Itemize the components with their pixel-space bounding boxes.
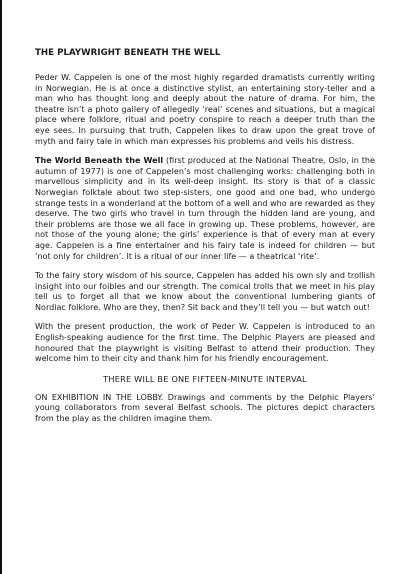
paragraph-production: With the present production, the work of Peder W. Cappelen is introduced to an English-speaking audience for the first time. The Delphic Players are pleased and honoured that the playwright is visiting Belfast to attend their production. They welcome him to their city and thank him for his friendly encouragement. — [35, 322, 375, 364]
play-title: The World Beneath the Well — [35, 156, 164, 166]
paragraph-intro: Peder W. Cappelen is one of the most highly regarded dramatists currently writing in Norwegian. He is at once a distinctive stylist, an entertaining story-teller and a man who has thought long and deeply about the nature of drama. For him, the theatre isn’t a photo gallery of allegedly ‘real’ scenes and situations, but a magical place where folklore, ritual and poetry conspire to reach a deeper truth than the eye sees. In pursuing that truth, Cappelen likes to draw upon the great trove of myth and fairy tale in which man expresses his problems and veils his distress. — [35, 73, 375, 146]
paragraph-play-description — [35, 156, 375, 262]
paragraph-trolls: To the fairy story wisdom of his source, Cappelen has added his own sly and trollish insight into our foibles and our strength. The comical trolls that we meet in his play tell us to forget all that we know about the conventional lumbering giants of Nordiac folklore. Who are they, then? Sit back and they’ll tell you — but watch out! — [35, 271, 375, 312]
paragraph-exhibition: ON EXHIBITION IN THE LOBBY. Drawings and comments by the Delphic Players’ young collaborators from several Belfast schools. The pictures depict characters from the play as the children imagine them. — [35, 392, 375, 424]
play-description-text: (first produced at the National Theatre, Oslo, in the autumn of 1977) is one of Cappelen’s most challenging works: challenging both in marvellous simplicity and in its well-deep insight. Its story is that of a classic Norwegian folktale about two step-sisters, one good and one bad, who undergo strange tests in a wonderland at the bottom of a well and who are rewarded as they deserve. The two girls who travel in turn through the hidden land are young, and their problems are those we all face in growing up. These problems, however, are not those of the young alone; the girls’ experience is that of every man at every age. Cappelen is a fine entertainer and his fairy tale is indeed for children — but ‘not only for children’. It is a ritual of our inner life — a theatrical ‘rite’. — [35, 156, 375, 261]
interval-notice: THERE WILL BE ONE FIFTEEN-MINUTE INTERVAL — [103, 373, 307, 384]
document-title: THE PLAYWRIGHT BENEATH THE WELL — [35, 48, 221, 58]
document-body — [35, 48, 375, 434]
